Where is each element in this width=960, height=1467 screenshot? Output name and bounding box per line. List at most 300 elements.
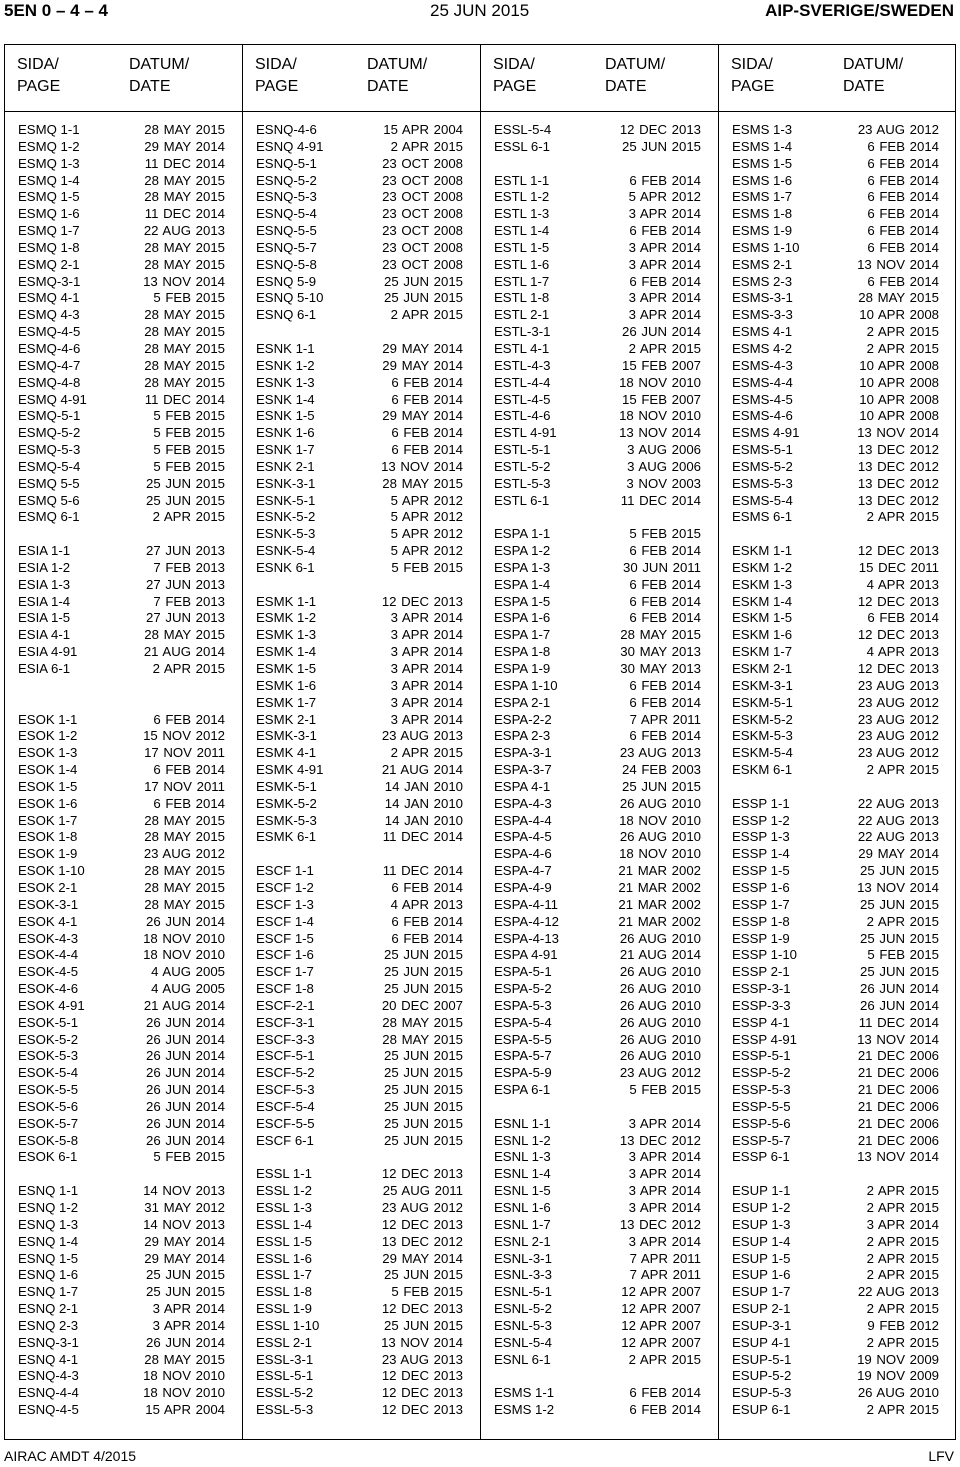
checklist-row: [480, 408, 718, 425]
effective-date: 15 FEB 2007: [622, 391, 701, 407]
page-ref: ESSL 1-7: [256, 1267, 312, 1283]
checklist-row: [4, 1065, 242, 1082]
checklist-row: [718, 139, 956, 156]
checklist-row: [242, 1166, 480, 1183]
checklist-row: [242, 1133, 480, 1150]
checklist-row: [242, 947, 480, 964]
page-ref: ESMQ-4-6: [18, 340, 81, 356]
page-column-label-line: PAGE: [493, 78, 537, 95]
column-header: [480, 44, 718, 111]
checklist-row: [480, 476, 718, 493]
checklist-row: [718, 223, 956, 240]
page-ref: ESSP-5-5: [732, 1098, 791, 1114]
page-ref: ESMK 1-2: [256, 610, 317, 626]
page-ref: ESMQ-5-3: [18, 442, 81, 458]
checklist-row: [718, 1284, 956, 1301]
effective-date: 2 APR 2015: [390, 745, 463, 761]
checklist-column: [480, 44, 718, 1418]
checklist-row: [4, 897, 242, 914]
effective-date: 4 AUG 2005: [151, 981, 225, 997]
checklist-row: [4, 829, 242, 846]
effective-date: 10 APR 2008: [859, 357, 939, 373]
page-ref: ESNL-5-4: [494, 1334, 552, 1350]
effective-date: 21 AUG 2014: [143, 644, 225, 660]
page-ref: ESMS-4-5: [732, 391, 793, 407]
page-ref: ESNL 1-3: [494, 1149, 551, 1165]
effective-date: 22 AUG 2013: [857, 812, 939, 828]
checklist-row: [242, 307, 480, 324]
page-ref: ESCF-5-4: [256, 1098, 315, 1114]
checklist-row: [480, 139, 718, 156]
checklist-row: [242, 392, 480, 409]
page-ref: ESNQ-4-3: [18, 1368, 79, 1384]
checklist-row: [718, 307, 956, 324]
checklist-row: [718, 1402, 956, 1419]
page-ref: ESSP 6-1: [732, 1149, 790, 1165]
effective-date: 21 MAR 2002: [618, 896, 701, 912]
checklist-row: [242, 206, 480, 223]
page-ref: ESCF-5-3: [256, 1082, 315, 1098]
page-ref: ESOK 6-1: [18, 1149, 78, 1165]
page-ref: ESTL-5-1: [494, 442, 551, 458]
page-ref: ESSL 1-4: [256, 1216, 312, 1232]
effective-date: 17 NOV 2011: [144, 745, 225, 761]
page-ref: ESCF-2-1: [256, 997, 315, 1013]
page-ref: ESSL-5-4: [494, 122, 552, 137]
checklist-row: [480, 728, 718, 745]
page-ref: ESMK 1-5: [256, 661, 317, 676]
checklist-row: [480, 240, 718, 257]
column-header: [4, 44, 242, 111]
page-ref: ESNL 1-1: [494, 1115, 551, 1131]
effective-date: 26 AUG 2010: [619, 997, 701, 1013]
effective-date: 28 MAY 2015: [144, 812, 225, 828]
effective-date: 22 AUG 2013: [857, 829, 939, 845]
checklist-row: [480, 1284, 718, 1301]
checklist-row: [718, 257, 956, 274]
checklist-row: [480, 610, 718, 627]
page-ref: ESKM-5-4: [732, 745, 793, 761]
page-ref: ESMQ 1-1: [18, 122, 80, 137]
effective-date: 13 DEC 2012: [381, 1233, 463, 1249]
checklist-row: [480, 1267, 718, 1284]
checklist-row: [718, 173, 956, 190]
effective-date: 12 DEC 2013: [857, 661, 939, 676]
effective-date: 2 APR 2015: [866, 1250, 939, 1266]
checklist-row: [480, 863, 718, 880]
page-ref: ESSP 1-5: [732, 863, 790, 879]
effective-date: 15 APR 2004: [145, 1402, 225, 1418]
checklist-row: [480, 914, 718, 931]
page-ref: ESSP 4-1: [732, 1014, 790, 1030]
page-ref: ESOK-5-5: [18, 1082, 79, 1098]
effective-date: 23 AUG 2012: [857, 711, 939, 727]
page-ref: ESOK 4-1: [18, 913, 78, 929]
effective-date: 25 JUN 2015: [384, 290, 463, 306]
effective-date: 4 APR 2013: [390, 896, 463, 912]
effective-date: 13 NOV 2014: [381, 458, 463, 474]
page-ref: ESTL-3-1: [494, 324, 551, 340]
effective-date: 4 APR 2013: [866, 644, 939, 660]
page-ref: ESMS 4-2: [732, 340, 793, 356]
effective-date: 9 FEB 2012: [867, 1317, 939, 1333]
page-ref: ESIA 1-3: [18, 576, 71, 592]
page-ref: ESMS-4-4: [732, 374, 793, 390]
effective-date: 17 NOV 2011: [144, 778, 225, 794]
effective-date: 12 DEC 2013: [857, 593, 939, 609]
effective-date: 6 FEB 2014: [629, 543, 701, 559]
page-ref: ESSL-5-1: [256, 1368, 314, 1384]
checklist-row: [242, 375, 480, 392]
page-ref: ESNK 1-6: [256, 425, 315, 441]
effective-date: 25 AUG 2011: [382, 1183, 463, 1199]
effective-date: 6 FEB 2014: [629, 172, 701, 188]
page-ref: ESIA 1-1: [18, 543, 71, 559]
checklist-row: [480, 813, 718, 830]
effective-date: 3 APR 2014: [390, 644, 463, 660]
effective-date: 23 OCT 2008: [382, 223, 463, 239]
page-ref: ESTL 4-91: [494, 425, 557, 441]
checklist-row: [242, 1368, 480, 1385]
page-ref: ESKM 1-1: [732, 543, 793, 559]
page-ref: ESSL-3-1: [256, 1351, 314, 1367]
checklist-row: [4, 459, 242, 476]
effective-date: 4 APR 2013: [866, 576, 939, 592]
page-ref: ESTL-5-2: [494, 458, 551, 474]
effective-date: 11 DEC 2014: [858, 1014, 939, 1030]
page-ref: ESMS 1-7: [732, 189, 793, 205]
group-spacer: [480, 1099, 718, 1116]
effective-date: 6 FEB 2014: [867, 189, 939, 205]
page-ref: ESCF 1-3: [256, 896, 314, 912]
effective-date: 13 NOV 2014: [857, 425, 939, 441]
effective-date: 29 MAY 2014: [382, 357, 463, 373]
checklist-row: [242, 1267, 480, 1284]
checklist-row: [480, 560, 718, 577]
page-ref: ESPA-4-5: [494, 829, 552, 845]
checklist-row: [242, 139, 480, 156]
effective-date: 13 DEC 2012: [857, 458, 939, 474]
effective-date: 21 AUG 2014: [619, 947, 701, 963]
group-spacer: [480, 156, 718, 173]
page-ref: ESNL 1-6: [494, 1200, 551, 1215]
page-ref: ESOK-5-8: [18, 1132, 79, 1148]
page-ref: ESMQ-4-8: [18, 374, 81, 390]
page-ref: ESTL 1-2: [494, 189, 550, 205]
page-ref: ESMQ 4-91: [18, 391, 87, 407]
page-ref: ESIA 4-1: [18, 627, 71, 643]
effective-date: 28 MAY 2015: [144, 896, 225, 912]
page-ref: ESMS 1-6: [732, 172, 793, 188]
page-ref: ESOK 1-2: [18, 728, 78, 744]
effective-date: 27 JUN 2013: [146, 610, 225, 626]
effective-date: 2 APR 2015: [390, 138, 463, 154]
effective-date: 25 JUN 2015: [384, 1065, 463, 1081]
checklist-row: [4, 1402, 242, 1419]
effective-date: 25 JUN 2015: [384, 1082, 463, 1098]
effective-date: 21 DEC 2006: [857, 1098, 939, 1114]
effective-date: 29 MAY 2014: [144, 1233, 225, 1249]
page-ref: ESSP 2-1: [732, 964, 790, 980]
effective-date: 6 FEB 2014: [391, 930, 463, 946]
effective-date: 26 AUG 2010: [619, 964, 701, 980]
checklist-row: [718, 1251, 956, 1268]
effective-date: 2 APR 2015: [866, 509, 939, 525]
checklist-row: [480, 661, 718, 678]
checklist-row: [242, 274, 480, 291]
checklist-row: [480, 1032, 718, 1049]
checklist-row: [718, 459, 956, 476]
effective-date: 28 MAY 2015: [382, 475, 463, 491]
checklist-row: [718, 745, 956, 762]
checklist-row: [718, 712, 956, 729]
effective-date: 12 APR 2007: [621, 1334, 701, 1350]
checklist-row: [242, 1385, 480, 1402]
page-ref: ESOK 1-4: [18, 762, 78, 778]
effective-date: 26 AUG 2010: [619, 1014, 701, 1030]
page-ref: ESMK 1-1: [256, 593, 317, 609]
page-ref: ESSP-5-6: [732, 1115, 791, 1131]
checklist-row: [4, 1217, 242, 1234]
checklist-row: [242, 1402, 480, 1419]
effective-date: 28 MAY 2015: [382, 1014, 463, 1030]
effective-date: 6 FEB 2014: [867, 223, 939, 239]
checklist-row: [480, 375, 718, 392]
effective-date: 26 AUG 2010: [857, 1385, 939, 1401]
checklist-row: [718, 1200, 956, 1217]
page-ref: ESPA 1-3: [494, 559, 551, 575]
effective-date: 26 JUN 2014: [146, 913, 225, 929]
effective-date: 26 AUG 2010: [619, 795, 701, 811]
checklist-row: [718, 274, 956, 291]
page-ref: ESPA-4-4: [494, 812, 552, 828]
page-ref: ESNK 1-5: [256, 408, 315, 424]
page-ref: ESNL-3-3: [494, 1267, 552, 1283]
page-ref: ESIA 6-1: [18, 661, 71, 676]
effective-date: 15 DEC 2011: [858, 559, 939, 575]
page-ref: ESNL 2-1: [494, 1233, 551, 1249]
checklist-column: [4, 44, 242, 1418]
checklist-row: [242, 1032, 480, 1049]
page-ref: ESCF-3-3: [256, 1031, 315, 1047]
page-ref: ESMS 1-5: [732, 155, 793, 171]
checklist-row: [242, 223, 480, 240]
effective-date: 6 FEB 2014: [391, 425, 463, 441]
checklist-row: [718, 560, 956, 577]
effective-date: 5 FEB 2015: [391, 559, 463, 575]
effective-date: 30 MAY 2013: [620, 661, 701, 676]
checklist-row: [718, 964, 956, 981]
checklist-row: [4, 240, 242, 257]
effective-date: 6 FEB 2014: [629, 273, 701, 289]
effective-date: 10 APR 2008: [859, 307, 939, 323]
checklist-row: [4, 290, 242, 307]
date-column-label: [367, 54, 427, 98]
page-ref: ESNQ 1-3: [18, 1216, 79, 1232]
page-ref: ESMS 1-10: [732, 239, 800, 255]
checklist-row: [480, 1183, 718, 1200]
page-column-label-line: SIDA/: [731, 56, 773, 73]
page-ref: ESUP-5-3: [732, 1385, 792, 1401]
effective-date: 5 APR 2012: [390, 526, 463, 542]
page-ref: ESMS-3-1: [732, 290, 793, 306]
effective-date: 6 FEB 2014: [629, 610, 701, 626]
page-ref: ESTL 1-1: [494, 172, 550, 188]
group-spacer: [480, 509, 718, 526]
checklist-row: [242, 1082, 480, 1099]
effective-date: 5 FEB 2015: [867, 947, 939, 963]
checklist-row: [480, 594, 718, 611]
effective-date: 3 APR 2014: [628, 1149, 701, 1165]
effective-date: 18 NOV 2010: [143, 947, 225, 963]
effective-date: 25 JUN 2015: [384, 1317, 463, 1333]
page-ref: ESUP 1-7: [732, 1284, 791, 1300]
page-ref: ESNL-5-2: [494, 1301, 552, 1317]
effective-date: 13 NOV 2014: [857, 879, 939, 895]
effective-date: 21 DEC 2006: [857, 1065, 939, 1081]
checklist-row: [480, 981, 718, 998]
page-ref: ESUP 1-2: [732, 1200, 791, 1215]
page-ref: ESNK-5-3: [256, 526, 316, 542]
page-ref: ESPA 1-1: [494, 526, 551, 542]
effective-date: 26 JUN 2014: [146, 1082, 225, 1098]
checklist-row: [242, 1183, 480, 1200]
effective-date: 28 MAY 2015: [144, 1351, 225, 1367]
checklist-row: [718, 863, 956, 880]
effective-date: 28 MAY 2015: [144, 374, 225, 390]
checklist-row: [4, 543, 242, 560]
page-ref: ESNQ 5-9: [256, 273, 317, 289]
checklist-row: [4, 425, 242, 442]
checklist-row: [4, 577, 242, 594]
checklist-row: [718, 695, 956, 712]
page-ref: ESOK 1-1: [18, 711, 78, 727]
effective-date: 12 APR 2007: [621, 1301, 701, 1317]
effective-date: 2 APR 2015: [866, 1183, 939, 1199]
checklist-row: [480, 1352, 718, 1369]
page-ref: ESNQ 2-3: [18, 1317, 79, 1333]
checklist-row: [718, 897, 956, 914]
checklist-row: [242, 695, 480, 712]
effective-date: 3 APR 2014: [628, 1115, 701, 1131]
page-ref: ESPA 1-6: [494, 610, 551, 626]
effective-date: 2 APR 2015: [866, 1267, 939, 1283]
checklist-row: [480, 712, 718, 729]
page-ref: ESMQ 5-5: [18, 475, 80, 491]
page-ref: ESOK 1-7: [18, 812, 78, 828]
group-spacer: [4, 678, 242, 695]
checklist-row: [242, 257, 480, 274]
page-ref: ESMK 1-3: [256, 627, 317, 643]
effective-date: 25 JUN 2015: [384, 947, 463, 963]
checklist-row: [480, 1015, 718, 1032]
checklist-row: [4, 324, 242, 341]
page-column-label-line: SIDA/: [493, 56, 535, 73]
checklist-row: [718, 1301, 956, 1318]
effective-date: 14 NOV 2013: [143, 1183, 225, 1199]
checklist-row: [242, 189, 480, 206]
checklist-row: [4, 931, 242, 948]
effective-date: 25 JUN 2015: [622, 778, 701, 794]
effective-date: 28 MAY 2015: [144, 256, 225, 272]
checklist-row: [480, 1200, 718, 1217]
effective-date: 28 MAY 2015: [144, 189, 225, 205]
checklist-row: [242, 712, 480, 729]
page-ref: ESNQ-4-4: [18, 1385, 79, 1401]
checklist-row: [4, 779, 242, 796]
page-ref: ESMQ 1-5: [18, 189, 80, 205]
checklist-row: [480, 189, 718, 206]
effective-date: 20 DEC 2007: [381, 997, 463, 1013]
page-ref: ESNK 1-1: [256, 340, 315, 356]
effective-date: 12 DEC 2013: [381, 1385, 463, 1401]
page-ref: ESMQ 1-8: [18, 239, 80, 255]
effective-date: 5 APR 2012: [628, 189, 701, 205]
page-ref: ESKM 1-4: [732, 593, 793, 609]
effective-date: 13 NOV 2014: [619, 425, 701, 441]
effective-date: 26 AUG 2010: [619, 829, 701, 845]
checklist-row: [480, 257, 718, 274]
checklist-row: [718, 661, 956, 678]
effective-date: 28 MAY 2015: [144, 122, 225, 137]
page-ref: ESCF-3-1: [256, 1014, 315, 1030]
page-ref: ESTL 1-5: [494, 239, 550, 255]
checklist-row: [718, 914, 956, 931]
checklist-row: [480, 358, 718, 375]
checklist-row: [4, 610, 242, 627]
effective-date: 21 MAR 2002: [618, 913, 701, 929]
group-spacer: [718, 1166, 956, 1183]
page-ref: ESMS 6-1: [732, 509, 793, 525]
page-ref: ESNQ-5-4: [256, 206, 317, 222]
group-spacer: [4, 1166, 242, 1183]
page-ref: ESTL-4-5: [494, 391, 551, 407]
checklist-row: [480, 173, 718, 190]
page-ref: ESPA-3-7: [494, 762, 552, 778]
checklist-row: [242, 1200, 480, 1217]
page-column-label-line: SIDA/: [17, 56, 59, 73]
page-ref: ESSP-5-1: [732, 1048, 791, 1064]
effective-date: 3 APR 2014: [390, 711, 463, 727]
checklist-row: [242, 509, 480, 526]
effective-date: 26 JUN 2014: [146, 1132, 225, 1148]
checklist-row: [718, 1015, 956, 1032]
effective-date: 26 JUN 2014: [860, 981, 939, 997]
effective-date: 12 APR 2007: [621, 1317, 701, 1333]
effective-date: 13 NOV 2014: [857, 256, 939, 272]
effective-date: 23 AUG 2013: [381, 728, 463, 744]
page-ref: ESNQ 6-1: [256, 307, 317, 323]
checklist-row: [4, 661, 242, 678]
effective-date: 21 DEC 2006: [857, 1082, 939, 1098]
checklist-row: [242, 493, 480, 510]
effective-date: 21 AUG 2014: [143, 997, 225, 1013]
page-ref: ESOK-4-5: [18, 964, 79, 980]
page-ref: ESOK-5-4: [18, 1065, 79, 1081]
page-ref: ESKM-5-3: [732, 728, 793, 744]
page-ref: ESSP 1-4: [732, 846, 790, 862]
checklist-row: [480, 1048, 718, 1065]
effective-date: 28 MAY 2015: [144, 172, 225, 188]
page-date-list: [718, 122, 956, 1419]
effective-date: 12 APR 2007: [621, 1284, 701, 1300]
checklist-row: [480, 341, 718, 358]
page-ref: ESPA-4-13: [494, 930, 559, 946]
checklist-row: [242, 543, 480, 560]
effective-date: 3 APR 2014: [628, 256, 701, 272]
effective-date: 3 APR 2014: [628, 206, 701, 222]
checklist-row: [480, 577, 718, 594]
